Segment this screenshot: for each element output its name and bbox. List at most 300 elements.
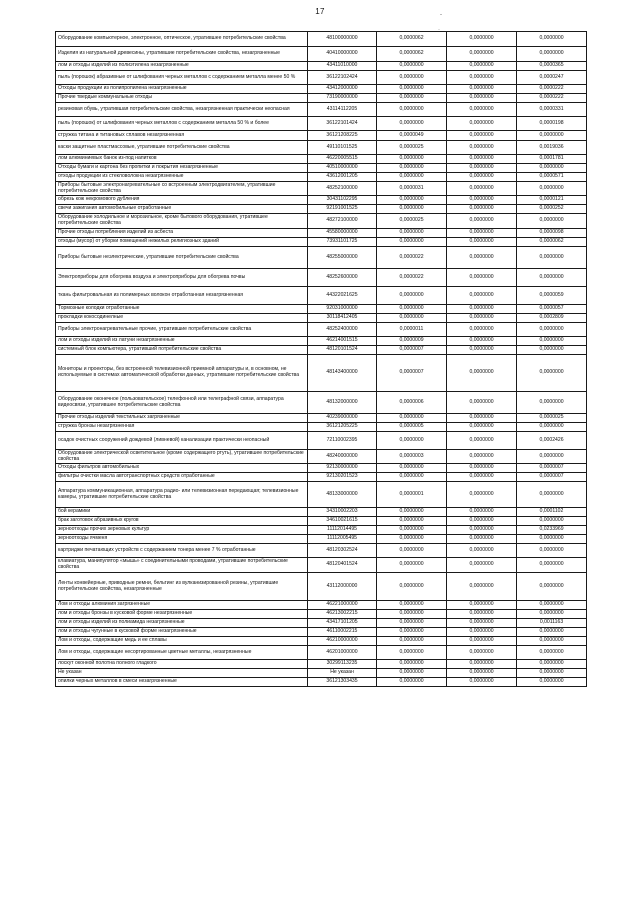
value-cell-1: 0,0000049: [377, 131, 447, 141]
table-row: [56, 287, 587, 305]
fkko-code-cell: 36122102424: [308, 71, 377, 85]
value-cell-3: 0,0000000: [517, 628, 587, 637]
fkko-code-cell: 92191001525: [308, 205, 377, 214]
table-row: [56, 573, 587, 601]
table-row: [56, 103, 587, 117]
table-row: [56, 414, 587, 423]
table-row: [56, 508, 587, 517]
fkko-code-cell: 48120302524: [308, 544, 377, 558]
value-cell-3: 0,0000000: [517, 450, 587, 464]
value-cell-3: 0,0000007: [517, 473, 587, 482]
value-cell-1: 0,0000001: [377, 482, 447, 508]
scan-dot: ·: [438, 27, 440, 33]
fkko-code-cell: 36121205225: [308, 423, 377, 432]
value-cell-2: 0,0000000: [447, 660, 517, 669]
value-cell-3: 0,0000000: [517, 346, 587, 355]
value-cell-3: 0,0000331: [517, 103, 587, 117]
value-cell-3: 0,0000000: [517, 678, 587, 687]
value-cell-2: 0,0000000: [447, 305, 517, 314]
fkko-code-cell: 73190000000: [308, 94, 377, 103]
waste-name-cell: прокладки кокосодинелные: [56, 314, 308, 323]
table-row: [56, 117, 587, 131]
value-cell-1: 0,0000000: [377, 287, 447, 305]
fkko-code-cell: 43612001205: [308, 173, 377, 182]
value-cell-2: 0,0000000: [447, 450, 517, 464]
value-cell-1: 0,0000000: [377, 164, 447, 173]
value-cell-2: 0,0000000: [447, 346, 517, 355]
waste-name-cell: Прочие отходы потребления изделий из асбеста: [56, 229, 308, 238]
value-cell-2: 0,0000000: [447, 47, 517, 62]
value-cell-2: 0,0000000: [447, 141, 517, 155]
waste-name-cell: Лом и отходы, содержащие медь и ее сплавы: [56, 637, 308, 646]
value-cell-3: 0,0002809: [517, 314, 587, 323]
fkko-code-cell: 45580000000: [308, 229, 377, 238]
table-row: [56, 346, 587, 355]
table-body: [56, 32, 587, 687]
value-cell-1: 0,0000000: [377, 71, 447, 85]
value-cell-3: 0,0000000: [517, 269, 587, 287]
fkko-code-cell: 48252100000: [308, 182, 377, 196]
table-row: [56, 182, 587, 196]
value-cell-2: 0,0000000: [447, 482, 517, 508]
value-cell-1: 0,0000000: [377, 238, 447, 247]
table-row: [56, 32, 587, 47]
value-cell-3: 0,0000000: [517, 558, 587, 573]
waste-name-cell: Оборудование холодильное и морозильное, кроме бытового оборудования, утратившее потребительские свойства: [56, 214, 308, 229]
table-row: [56, 247, 587, 269]
table-row: [56, 646, 587, 660]
value-cell-3: 0,0000000: [517, 610, 587, 619]
waste-name-cell: Оборудование оконечное (пользовательское) телефонной или телеграфной связи, аппаратура видеосвязи, утратившее потребительские свойства: [56, 392, 308, 414]
fkko-code-cell: 30431102295: [308, 196, 377, 205]
waste-name-cell: лоскут оконной полотна полного гладкого: [56, 660, 308, 669]
fkko-code-cell: 46213002215: [308, 610, 377, 619]
fkko-code-cell: 92130000000: [308, 464, 377, 473]
table-row: [56, 473, 587, 482]
table-row: [56, 669, 587, 678]
value-cell-1: 0,0000031: [377, 182, 447, 196]
table-row: [56, 678, 587, 687]
value-cell-2: 0,0000000: [447, 155, 517, 164]
fkko-code-cell: 43114112205: [308, 103, 377, 117]
fkko-code-cell: 11112014495: [308, 526, 377, 535]
waste-name-cell: фильтры очистки масла автотранспортных средств отработанные: [56, 473, 308, 482]
table-row: [56, 205, 587, 214]
fkko-code-cell: 48252600000: [308, 269, 377, 287]
table-row: [56, 544, 587, 558]
value-cell-1: 0,0000000: [377, 646, 447, 660]
value-cell-1: 0,0000000: [377, 62, 447, 71]
fkko-code-cell: 36122101424: [308, 117, 377, 131]
value-cell-1: 0,0000006: [377, 392, 447, 414]
value-cell-1: 0,0000000: [377, 173, 447, 182]
table-row: [56, 423, 587, 432]
value-cell-1: 0,0000000: [377, 517, 447, 526]
value-cell-3: 0,0000000: [517, 544, 587, 558]
value-cell-2: 0,0000000: [447, 103, 517, 117]
table-row: [56, 517, 587, 526]
table-row: [56, 214, 587, 229]
value-cell-2: 0,0000000: [447, 637, 517, 646]
waste-name-cell: зерноотходы ячменя: [56, 535, 308, 544]
value-cell-3: 0,0000000: [517, 392, 587, 414]
value-cell-3: 0,0000000: [517, 323, 587, 337]
table-row: [56, 314, 587, 323]
value-cell-1: 0,0000000: [377, 660, 447, 669]
value-cell-3: 0,0000000: [517, 637, 587, 646]
table-row: [56, 450, 587, 464]
value-cell-2: 0,0000000: [447, 196, 517, 205]
value-cell-3: 0,0000000: [517, 131, 587, 141]
value-cell-2: 0,0000000: [447, 558, 517, 573]
value-cell-1: 0,0000005: [377, 423, 447, 432]
table-row: [56, 71, 587, 85]
fkko-code-cell: 46214001515: [308, 337, 377, 346]
table-row: [56, 619, 587, 628]
table-row: [56, 131, 587, 141]
value-cell-2: 0,0000000: [447, 464, 517, 473]
fkko-code-cell: 48252400000: [308, 323, 377, 337]
table-row: [56, 269, 587, 287]
waste-name-cell: лом и отходы изделий из полиэтилена незагрязненные: [56, 62, 308, 71]
waste-name-cell: Лом и отходы, содержащие несортированные цветные металлы, незагрязненные: [56, 646, 308, 660]
value-cell-3: 0,0000062: [517, 238, 587, 247]
value-cell-3: 0,0000000: [517, 247, 587, 269]
value-cell-3: 0,0000000: [517, 482, 587, 508]
value-cell-1: 0,0000000: [377, 535, 447, 544]
value-cell-3: 0,0000000: [517, 423, 587, 432]
table-row: [56, 85, 587, 94]
waste-name-cell: Лом и отходы алюминия загрязненные: [56, 601, 308, 610]
waste-name-cell: Отходы фильтров автомобильных: [56, 464, 308, 473]
value-cell-1: 0,0000000: [377, 196, 447, 205]
fkko-code-cell: 48255000000: [308, 247, 377, 269]
fkko-code-cell: 40239000000: [308, 414, 377, 423]
waste-name-cell: Отходы продукции из полипропилена незагрязненные: [56, 85, 308, 94]
value-cell-3: 0,0000000: [517, 355, 587, 392]
fkko-code-cell: 43417101205: [308, 619, 377, 628]
value-cell-2: 0,0000000: [447, 619, 517, 628]
fkko-code-cell: 48272100000: [308, 214, 377, 229]
fkko-code-cell: 30118412405: [308, 314, 377, 323]
value-cell-2: 0,0000000: [447, 287, 517, 305]
fkko-code-cell: 43411010000: [308, 62, 377, 71]
waste-name-cell: брак заготовок абразивных кругов: [56, 517, 308, 526]
waste-name-cell: Прочие твердые коммунальные отходы: [56, 94, 308, 103]
value-cell-2: 0,0000000: [447, 678, 517, 687]
value-cell-3: 0,0000252: [517, 205, 587, 214]
waste-name-cell: отходы (мусор) от уборки помещений нежилых религиозных зданий: [56, 238, 308, 247]
value-cell-3: 0,0000000: [517, 32, 587, 47]
value-cell-1: 0,0000000: [377, 508, 447, 517]
value-cell-2: 0,0000000: [447, 646, 517, 660]
waste-name-cell: Оборудование электрической осветительное (кроме содержащего ртуть), утратившее потребительские свойства: [56, 450, 308, 464]
value-cell-3: 0,0000000: [517, 535, 587, 544]
value-cell-2: 0,0000000: [447, 182, 517, 196]
value-cell-1: 0,0000011: [377, 323, 447, 337]
value-cell-1: 0,0000022: [377, 269, 447, 287]
value-cell-2: 0,0000000: [447, 423, 517, 432]
value-cell-2: 0,0000000: [447, 669, 517, 678]
table-row: [56, 238, 587, 247]
value-cell-3: 0,0000000: [517, 669, 587, 678]
fkko-code-cell: 30299113235: [308, 660, 377, 669]
value-cell-2: 0,0000000: [447, 131, 517, 141]
page-number: 17: [315, 7, 325, 16]
waste-name-cell: картриджи печатающих устройств с содержанием тонера менее 7 % отработанные: [56, 544, 308, 558]
value-cell-2: 0,0000000: [447, 517, 517, 526]
value-cell-2: 0,0000000: [447, 473, 517, 482]
waste-name-cell: Не указан: [56, 669, 308, 678]
value-cell-2: 0,0000000: [447, 573, 517, 601]
value-cell-1: 0,0000000: [377, 610, 447, 619]
value-cell-3: 0,0233969: [517, 526, 587, 535]
waste-name-cell: Мониторы и проекторы, без встроенной телевизионной приемной аппаратуры и, в основном, не используемые в системах автоматической обработки данных, утратившие потребительские свойства: [56, 355, 308, 392]
waste-name-cell: Аппаратура коммуникационная, аппаратура радио- или телевизионная передающая; телевизионные камеры, утратившие потребительские свойства: [56, 482, 308, 508]
fkko-code-cell: 46110002215: [308, 628, 377, 637]
value-cell-2: 0,0000000: [447, 432, 517, 450]
value-cell-3: 0,0000000: [517, 214, 587, 229]
value-cell-3: 0,0000000: [517, 646, 587, 660]
table-row: [56, 432, 587, 450]
value-cell-3: 0,0000000: [517, 517, 587, 526]
value-cell-1: 0,0000000: [377, 544, 447, 558]
value-cell-2: 0,0000000: [447, 164, 517, 173]
waste-name-cell: Тормозные колодки отработанные: [56, 305, 308, 314]
value-cell-2: 0,0000000: [447, 314, 517, 323]
value-cell-1: 0,0000000: [377, 558, 447, 573]
value-cell-1: 0,0000000: [377, 464, 447, 473]
value-cell-2: 0,0000000: [447, 117, 517, 131]
value-cell-2: 0,0000000: [447, 526, 517, 535]
value-cell-3: 0,0000000: [517, 573, 587, 601]
fkko-code-cell: 92130201523: [308, 473, 377, 482]
fkko-code-cell: 46201000000: [308, 646, 377, 660]
value-cell-2: 0,0000000: [447, 173, 517, 182]
value-cell-2: 0,0000000: [447, 205, 517, 214]
value-cell-1: 0,0000000: [377, 628, 447, 637]
fkko-code-cell: 48143400000: [308, 355, 377, 392]
value-cell-1: 0,0000000: [377, 305, 447, 314]
fkko-code-cell: 34310002203: [308, 508, 377, 517]
value-cell-1: 0,0000000: [377, 473, 447, 482]
fkko-code-cell: 44322021625: [308, 287, 377, 305]
value-cell-1: 0,0000000: [377, 601, 447, 610]
waste-name-cell: обрезь кож некромового дубления: [56, 196, 308, 205]
waste-name-cell: стружка титана и титановых сплавов незагрязненная: [56, 131, 308, 141]
table-row: [56, 229, 587, 238]
waste-name-cell: Изделия из натуральной древесины, утратившие потребительские свойства, незагрязненные: [56, 47, 308, 62]
value-cell-2: 0,0000000: [447, 601, 517, 610]
value-cell-2: 0,0000000: [447, 628, 517, 637]
waste-name-cell: ткань фильтровальная из полимерных волокон отработанная незагрязненная: [56, 287, 308, 305]
fkko-code-cell: 73931101725: [308, 238, 377, 247]
fkko-code-cell: 92031000000: [308, 305, 377, 314]
value-cell-3: 0,0019036: [517, 141, 587, 155]
table-row: [56, 610, 587, 619]
waste-name-cell: осадок очистных сооружений дождевой (ливневой) канализации практически неопасный: [56, 432, 308, 450]
waste-name-cell: Прочие отходы изделий текстильных загрязненные: [56, 414, 308, 423]
waste-table: [55, 31, 587, 687]
value-cell-1: 0,0000000: [377, 155, 447, 164]
value-cell-2: 0,0000000: [447, 62, 517, 71]
waste-name-cell: каски защитные пластмассовые, утратившие потребительские свойства: [56, 141, 308, 155]
value-cell-1: 0,0000025: [377, 141, 447, 155]
waste-name-cell: клавиатура, манипулятор «мышь» с соединительными проводами, утратившие потребительские свойства: [56, 558, 308, 573]
waste-name-cell: Приборы бытовые неэлектрические, утратившие потребительские свойства: [56, 247, 308, 269]
waste-name-cell: пыль (порошок) абразивные от шлифования черных металлов с содержанием металла менее 50 %: [56, 71, 308, 85]
table-row: [56, 628, 587, 637]
value-cell-3: 0,0000222: [517, 85, 587, 94]
fkko-code-cell: 72110002395: [308, 432, 377, 450]
value-cell-1: 0,0000000: [377, 205, 447, 214]
value-cell-1: 0,0000003: [377, 450, 447, 464]
value-cell-1: 0,0000009: [377, 337, 447, 346]
value-cell-2: 0,0000000: [447, 269, 517, 287]
table-row: [56, 558, 587, 573]
value-cell-1: 0,0000062: [377, 47, 447, 62]
value-cell-1: 0,0000000: [377, 103, 447, 117]
table-row: [56, 526, 587, 535]
value-cell-3: 0,0000000: [517, 182, 587, 196]
value-cell-3: 0,0000000: [517, 601, 587, 610]
fkko-code-cell: 46210000000: [308, 637, 377, 646]
value-cell-1: 0,0000062: [377, 32, 447, 47]
fkko-code-cell: 48120401524: [308, 558, 377, 573]
value-cell-3: 0,0000000: [517, 164, 587, 173]
value-cell-3: 0,0000025: [517, 414, 587, 423]
value-cell-1: 0,0000000: [377, 117, 447, 131]
value-cell-3: 0,0002426: [517, 432, 587, 450]
value-cell-1: 0,0000000: [377, 94, 447, 103]
fkko-code-cell: 43112000000: [308, 573, 377, 601]
value-cell-3: 0,0000198: [517, 117, 587, 131]
fkko-code-cell: 43412000000: [308, 85, 377, 94]
waste-name-cell: Электроприборы для обогрева воздуха и электроприборы для обогрева почвы: [56, 269, 308, 287]
waste-name-cell: зерноотходы прочих зерновых культур: [56, 526, 308, 535]
waste-name-cell: лом алюминиевых банок из-под напитков: [56, 155, 308, 164]
value-cell-2: 0,0000000: [447, 610, 517, 619]
value-cell-1: 0,0000022: [377, 247, 447, 269]
fkko-code-cell: 48133000000: [308, 482, 377, 508]
waste-name-cell: Отходы бумаги и картона без пропитки и покрытия незагрязненные: [56, 164, 308, 173]
value-cell-2: 0,0000000: [447, 337, 517, 346]
value-cell-3: 0,0000000: [517, 47, 587, 62]
waste-name-cell: пыль (порошок) от шлифования черных металлов с содержанием металла 50 % и более: [56, 117, 308, 131]
value-cell-3: 0,0000247: [517, 71, 587, 85]
waste-name-cell: Приборы электронагревательные прочие, утратившие потребительские свойства: [56, 323, 308, 337]
value-cell-2: 0,0000000: [447, 414, 517, 423]
waste-name-cell: бой керамики: [56, 508, 308, 517]
value-cell-1: 0,0000000: [377, 229, 447, 238]
value-cell-2: 0,0000000: [447, 544, 517, 558]
fkko-code-cell: 36121303435: [308, 678, 377, 687]
value-cell-2: 0,0000000: [447, 94, 517, 103]
table-row: [56, 464, 587, 473]
value-cell-2: 0,0000000: [447, 214, 517, 229]
value-cell-3: 0,0000057: [517, 305, 587, 314]
waste-name-cell: лом и отходы изделий из полиамида незагрязненные: [56, 619, 308, 628]
waste-name-cell: отходы продукции из стекловолокна незагрязненные: [56, 173, 308, 182]
scan-mark: -: [440, 12, 442, 18]
table-row: [56, 155, 587, 164]
waste-name-cell: системный блок компьютера, утративший потребительские свойства: [56, 346, 308, 355]
value-cell-3: 0,0000000: [517, 660, 587, 669]
table-row: [56, 535, 587, 544]
table-row: [56, 337, 587, 346]
table-row: [56, 47, 587, 62]
value-cell-1: 0,0000007: [377, 346, 447, 355]
fkko-code-cell: 48240000000: [308, 450, 377, 464]
value-cell-3: 0,0001102: [517, 508, 587, 517]
value-cell-2: 0,0000000: [447, 392, 517, 414]
waste-name-cell: резиновая обувь, утратившая потребительские свойства, незагрязненная практически неопасная: [56, 103, 308, 117]
fkko-code-cell: 40510000000: [308, 164, 377, 173]
fkko-code-cell: 48120101524: [308, 346, 377, 355]
value-cell-2: 0,0000000: [447, 85, 517, 94]
table-row: [56, 196, 587, 205]
fkko-code-cell: 46221000000: [308, 601, 377, 610]
table-row: [56, 482, 587, 508]
value-cell-3: 0,0011163: [517, 619, 587, 628]
table-row: [56, 305, 587, 314]
fkko-code-cell: Не указан: [308, 669, 377, 678]
fkko-code-cell: 40410000000: [308, 47, 377, 62]
value-cell-1: 0,0000000: [377, 678, 447, 687]
value-cell-3: 0,0000222: [517, 94, 587, 103]
value-cell-1: 0,0000000: [377, 432, 447, 450]
table-row: [56, 323, 587, 337]
value-cell-2: 0,0000000: [447, 323, 517, 337]
value-cell-2: 0,0000000: [447, 229, 517, 238]
waste-name-cell: лом и отходы чугунные в кусковой форме незагрязненные: [56, 628, 308, 637]
value-cell-3: 0,0000121: [517, 196, 587, 205]
fkko-code-cell: 46220005515: [308, 155, 377, 164]
value-cell-2: 0,0000000: [447, 535, 517, 544]
value-cell-2: 0,0000000: [447, 508, 517, 517]
waste-name-cell: лом и отходы изделий из латуни незагрязненные: [56, 337, 308, 346]
value-cell-1: 0,0000000: [377, 573, 447, 601]
value-cell-3: 0,0000365: [517, 62, 587, 71]
fkko-code-cell: 48132000000: [308, 392, 377, 414]
value-cell-3: 0,0000059: [517, 287, 587, 305]
waste-name-cell: свечи зажигания автомобильные отработанные: [56, 205, 308, 214]
waste-name-cell: стружка бронзы незагрязненная: [56, 423, 308, 432]
fkko-code-cell: 48100000000: [308, 32, 377, 47]
value-cell-3: 0,0000007: [517, 464, 587, 473]
waste-name-cell: лом и отходы бронзы в кусковой форме незагрязненные: [56, 610, 308, 619]
table-row: [56, 601, 587, 610]
table-row: [56, 94, 587, 103]
value-cell-3: 0,0001781: [517, 155, 587, 164]
table-row: [56, 164, 587, 173]
waste-name-cell: Оборудование компьютерное, электронное, оптическое, утратившее потребительские свойства: [56, 32, 308, 47]
value-cell-3: 0,0000098: [517, 229, 587, 238]
value-cell-2: 0,0000000: [447, 238, 517, 247]
waste-name-cell: Приборы бытовые электронагревательные со встроенным электродвигателем, утратившие потребительские свойства: [56, 182, 308, 196]
table-row: [56, 173, 587, 182]
value-cell-1: 0,0000000: [377, 619, 447, 628]
value-cell-1: 0,0000000: [377, 526, 447, 535]
value-cell-3: 0,0000571: [517, 173, 587, 182]
value-cell-2: 0,0000000: [447, 32, 517, 47]
value-cell-2: 0,0000000: [447, 355, 517, 392]
value-cell-1: 0,0000007: [377, 355, 447, 392]
fkko-code-cell: 49110101525: [308, 141, 377, 155]
waste-name-cell: Ленты конвейерные, приводные ремни, бельтинг из вулканизированной резины, утратившие потребительские свойства, незагрязненные: [56, 573, 308, 601]
table-row: [56, 355, 587, 392]
waste-name-cell: опилки черных металлов в смеси незагрязненные: [56, 678, 308, 687]
